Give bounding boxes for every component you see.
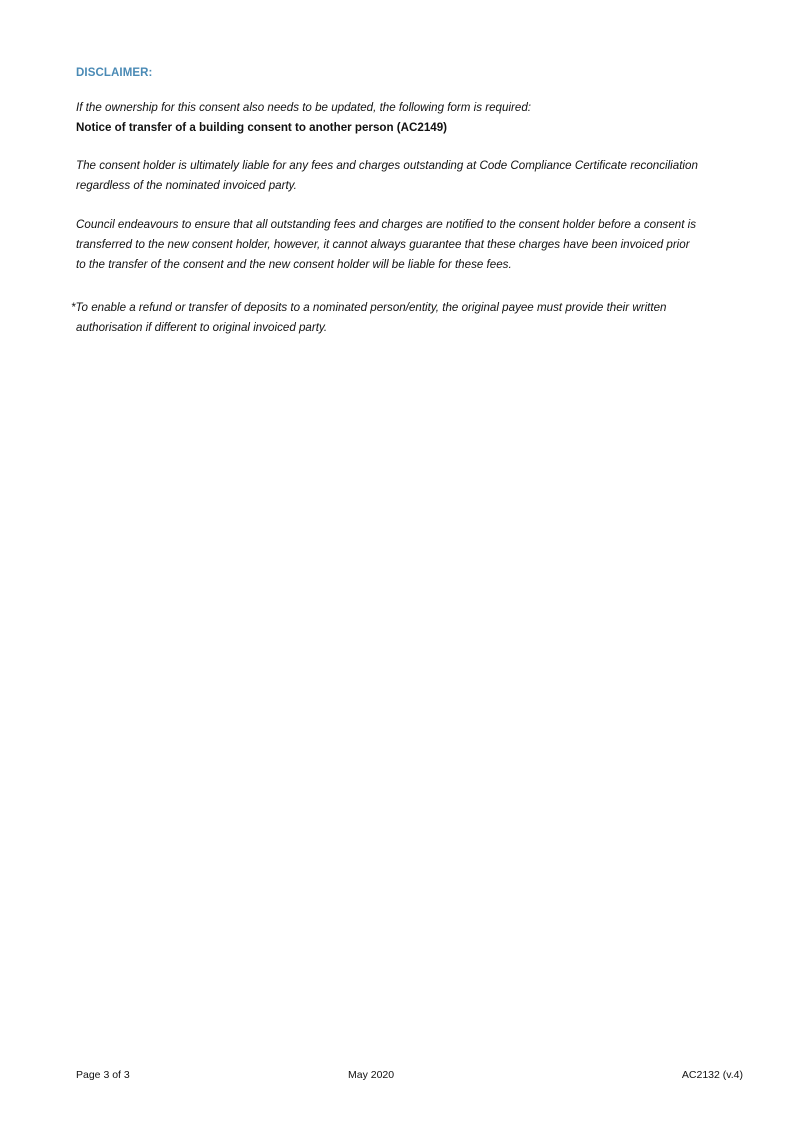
form-title: Notice of transfer of a building consent to another person (AC2149) (76, 121, 448, 134)
council-line: Council endeavours to ensure that all outstanding fees and charges are notified to the consent holder before a consent is (76, 218, 697, 231)
disclaimer-heading: DISCLAIMER: (76, 67, 153, 79)
council-paragraph (76, 215, 746, 275)
ownership-note: If the ownership for this consent also needs to be updated, the following form is required: (76, 101, 531, 114)
refund-line: *To enable a refund or transfer of deposits to a nominated person/entity, the original payee must provide their written (71, 301, 667, 314)
footer-form-code: AC2132 (v.4) (681, 1069, 743, 1081)
liability-paragraph (76, 156, 746, 196)
liability-line: regardless of the nominated invoiced party. (76, 179, 297, 192)
council-line: to the transfer of the consent and the new consent holder will be liable for these fees. (76, 258, 512, 271)
refund-line: authorisation if different to original invoiced party. (76, 321, 328, 334)
footer-page-number: Page 3 of 3 (76, 1069, 130, 1081)
footer-date: May 2020 (348, 1069, 395, 1081)
refund-paragraph (71, 298, 741, 338)
liability-line: The consent holder is ultimately liable for any fees and charges outstanding at Code Compliance Certificate reconciliation (76, 159, 698, 172)
council-line: transferred to the new consent holder, however, it cannot always guarantee that these charges have been invoiced prior (76, 238, 690, 251)
